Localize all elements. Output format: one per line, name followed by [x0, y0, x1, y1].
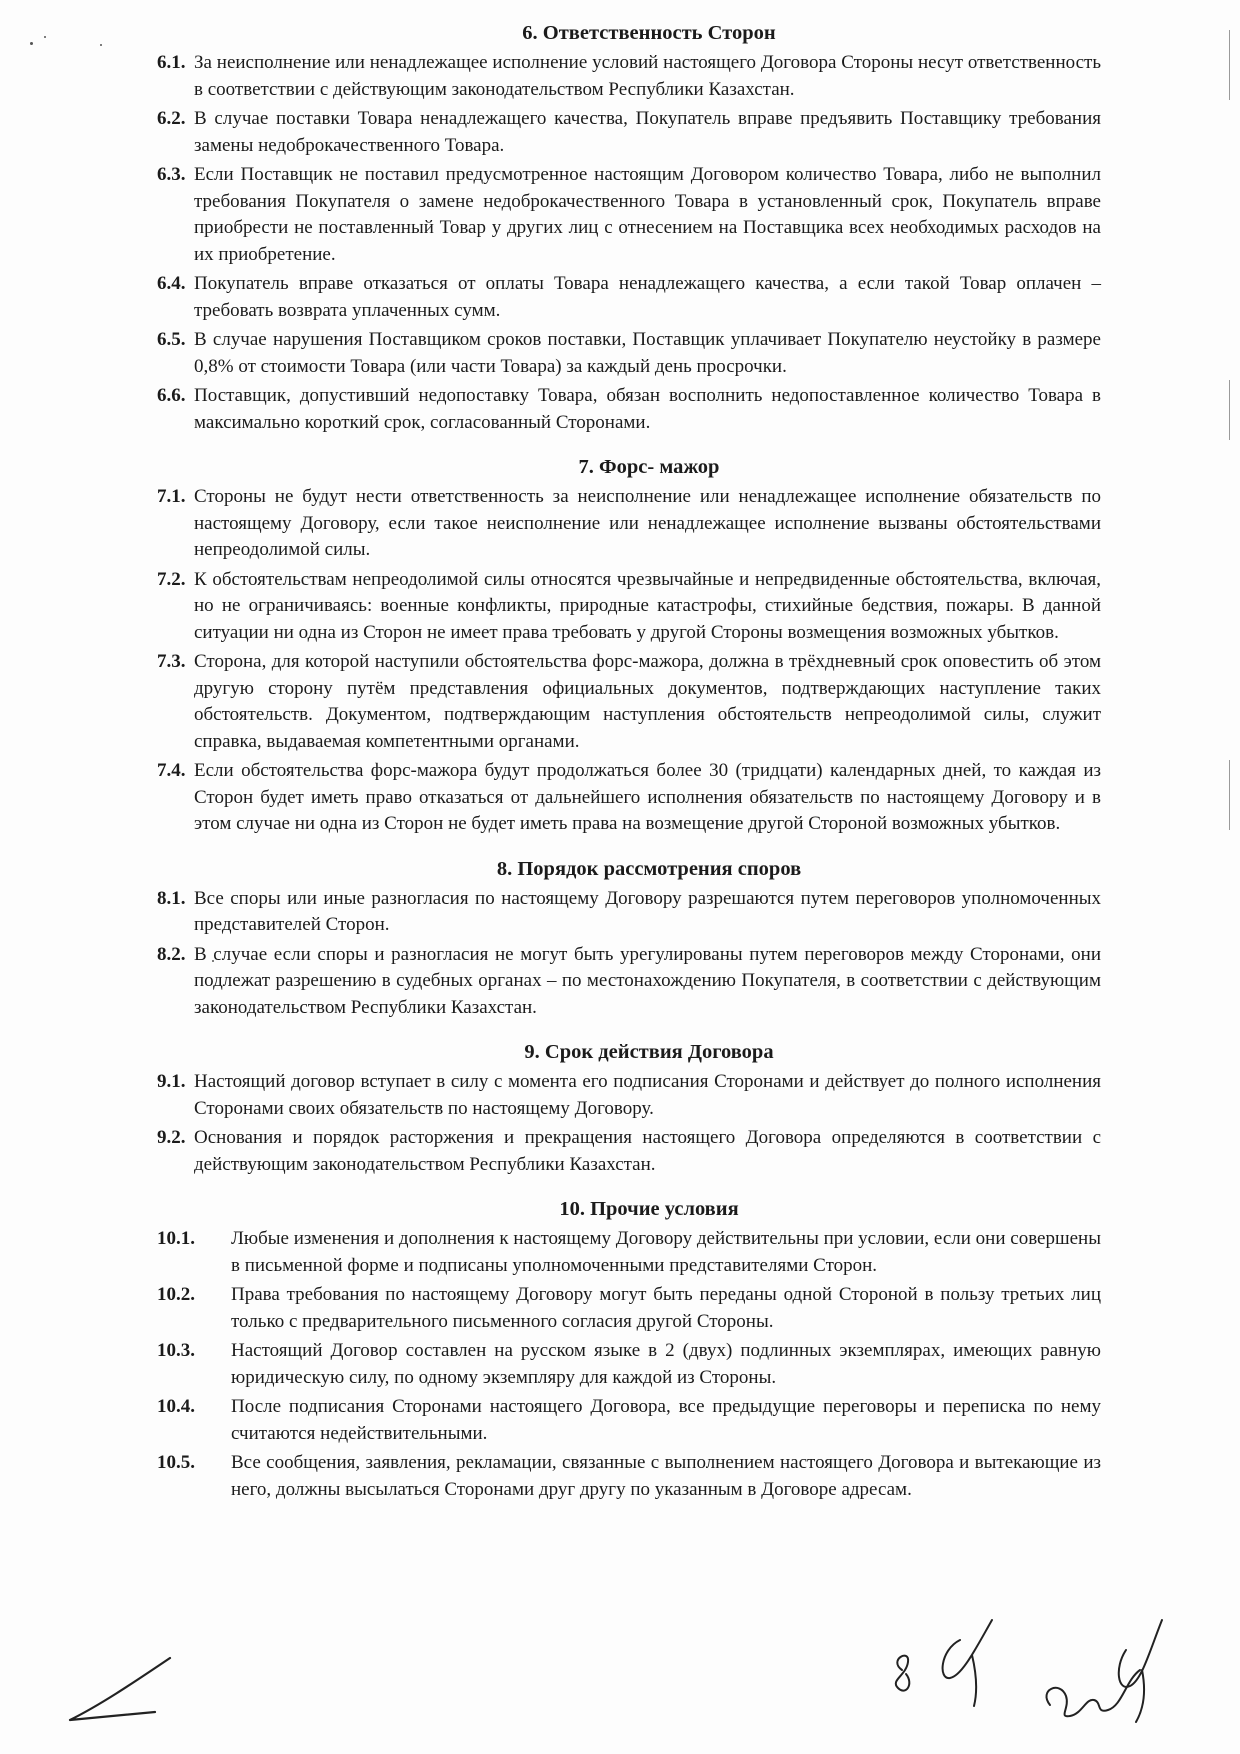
- clause-text: В случае если споры и разногласия не могут быть урегулированы путем переговоров между Сторонами, они подлежат разрешению в судебных органах – по местонахождению Покупателя, в соответствии с действующим законодательством Республики Казахстан.: [194, 943, 1101, 1018]
- clause-text: Все сообщения, заявления, рекламации, связанные с выполнением настоящего Договора и вытекающие из него, должны высылаться Сторонами друг другу по указанным в Договоре адресам.: [231, 1452, 1101, 1500]
- scan-speck: [30, 42, 33, 45]
- clause: [157, 1226, 1101, 1279]
- clause-text: Права требования по настоящему Договору могут быть переданы одной Стороной в пользу третьих лиц только с предварительного письменного согласия другой Стороны.: [231, 1284, 1101, 1332]
- clause: [157, 162, 1101, 268]
- clause-number: 6.2.: [157, 108, 186, 129]
- clause-number: 8.2.: [157, 943, 186, 965]
- clause-text: Настоящий договор вступает в силу с момента его подписания Сторонами и действует до полного исполнения Сторонами своих обязательств по настоящему Договору.: [194, 1071, 1101, 1119]
- clause-text: После подписания Сторонами настоящего Договора, все предыдущие переговоры и переписка по нему считаются недействительными.: [231, 1396, 1101, 1444]
- clause-number: 7.3.: [157, 651, 186, 672]
- section-title: 10. Прочие условия: [559, 1198, 739, 1220]
- clause-number: 9.2.: [157, 1127, 186, 1148]
- clause-text: Основания и порядок расторжения и прекращения настоящего Договора определяются в соответствии с действующим законодательством Республики Казахстан.: [194, 1127, 1101, 1175]
- clause-number: 7.4.: [157, 760, 186, 781]
- clause: [157, 942, 1101, 1022]
- clause-number: 6.3.: [157, 164, 186, 185]
- clause: [157, 327, 1101, 380]
- clause: [157, 886, 1101, 939]
- scan-speck: [44, 36, 46, 38]
- handwritten-stroke-left: [60, 1650, 180, 1730]
- clause: [157, 484, 1101, 564]
- section-title: 7. Форс- мажор: [578, 456, 720, 478]
- clause-number: 7.2.: [157, 568, 186, 590]
- initials-signature: [880, 1600, 1020, 1710]
- section-term: [157, 1039, 1101, 1178]
- clause: [157, 1282, 1101, 1335]
- clause-number: 9.1.: [157, 1071, 186, 1092]
- clause-text: В случае нарушения Поставщиком сроков поставки, Поставщик уплачивает Покупателю неустойку в размере 0,8% от стоимости Товара (или части Товара) за каждый день просрочки.: [194, 329, 1101, 377]
- scan-edge-line: [1229, 380, 1230, 440]
- section-force-majeure: [157, 454, 1101, 838]
- clause: [157, 1450, 1101, 1503]
- clause-number: 6.4.: [157, 273, 186, 294]
- clause: [157, 106, 1101, 159]
- section-other-terms: [157, 1196, 1101, 1503]
- section-disputes: [157, 856, 1101, 1022]
- clause-text: К обстоятельствам непреодолимой силы относятся чрезвычайные и непредвиденные обстоятельства, включая, но не ограничиваясь: военные конфликты, природные катастрофы, стихийные бедствия, пожары. В данной ситуации ни одна из Сторон не имеет права требовать у другой Стороны возмещения возможных убытков.: [194, 568, 1101, 643]
- clause-text: Все споры или иные разногласия по настоящему Договору разрешаются путем переговоров уполномоченных представителей Сторон.: [194, 887, 1101, 935]
- section-title: 6. Ответственность Сторон: [522, 22, 776, 44]
- section-title: 8. Порядок рассмотрения споров: [496, 857, 802, 880]
- scan-speck: [100, 44, 102, 46]
- clause: [157, 758, 1101, 838]
- clause-text: Покупатель вправе отказаться от оплаты Товара ненадлежащего качества, а если такой Товар оплачен – требовать возврата уплаченных сумм.: [194, 273, 1101, 321]
- clause-number: 10.2.: [157, 1284, 195, 1305]
- clause-number: 7.1.: [157, 486, 186, 507]
- clause-text: Если Поставщик не поставил предусмотренное настоящим Договором количество Товара, либо не выполнил требования Покупателя о замене недоброкачественного Товара в установленный срок, Покупатель вправе приобрести не поставленный Товар у других лиц с отнесением на Поставщика всех необходимых расходов на их приобретение.: [194, 164, 1101, 265]
- clause-text: За неисполнение или ненадлежащее исполнение условий настоящего Договора Стороны несут ответственность в соответствии с действующим законодательством Республики Казахстан.: [194, 52, 1101, 100]
- clause-text: Сторона, для которой наступили обстоятельства форс-мажора, должна в трёхдневный срок оповестить об этом другую сторону путём представления официальных документов, подтверждающих наступление таких обстоятельств. Документом, подтверждающим наступления обстоятельств непреодолимой силы, служит справка, выдаваемая компетентными органами.: [194, 651, 1101, 752]
- clause-text: В случае поставки Товара ненадлежащего качества, Покупатель вправе предъявить Поставщику требования замены недоброкачественного Товара.: [194, 108, 1101, 156]
- clause-number: 6.1.: [157, 52, 186, 73]
- clause-number: 10.1.: [157, 1228, 195, 1249]
- clause-text: Поставщик, допустивший недопоставку Товара, обязан восполнить недопоставленное количество Товара в максимально короткий срок, согласованный Сторонами.: [194, 385, 1101, 433]
- scan-edge-line: [1229, 760, 1230, 830]
- clause-number: 6.5.: [157, 329, 186, 350]
- clause-number: 10.5.: [157, 1452, 195, 1473]
- clause: [157, 567, 1101, 647]
- clause-text: Стороны не будут нести ответственность за неисполнение или ненадлежащее исполнение обязательств по настоящему Договору, если такое неисполнение или ненадлежащее исполнение вызваны обстоятельствами непреодолимой силы.: [194, 486, 1101, 560]
- clause: [157, 50, 1101, 103]
- clause-number: 6.6.: [157, 385, 186, 406]
- clause: [157, 383, 1101, 436]
- clause-number: 8.1.: [157, 887, 186, 909]
- section-title: 9. Срок действия Договора: [524, 1041, 774, 1063]
- clause: [157, 271, 1101, 324]
- clause-text: Настоящий Договор составлен на русском языке в 2 (двух) подлинных экземплярах, имеющих равную юридическую силу, по одному экземпляру для каждой из Стороны.: [231, 1340, 1101, 1388]
- scan-edge-line: [1229, 30, 1230, 100]
- clause: [157, 1069, 1101, 1122]
- contract-body: [157, 20, 1101, 1521]
- handwritten-signature: [1030, 1610, 1180, 1730]
- clause-text: Если обстоятельства форс-мажора будут продолжаться более 30 (тридцати) календарных дней, то каждая из Сторон будет иметь право отказаться от дальнейшего исполнения обязательств по настоящему Договору и в этом случае ни одна из Сторон не будет иметь права на возмещение другой Стороной возможных убытков.: [194, 760, 1101, 834]
- clause: [157, 1394, 1101, 1447]
- clause-number: 10.4.: [157, 1396, 195, 1417]
- clause: [157, 1338, 1101, 1391]
- section-responsibility: [157, 20, 1101, 436]
- clause-text: Любые изменения и дополнения к настоящему Договору действительны при условии, если они совершены в письменной форме и подписаны уполномоченными представителями Сторон.: [231, 1228, 1101, 1276]
- clause-number: 10.3.: [157, 1340, 195, 1361]
- clause: [157, 1125, 1101, 1178]
- clause: [157, 649, 1101, 755]
